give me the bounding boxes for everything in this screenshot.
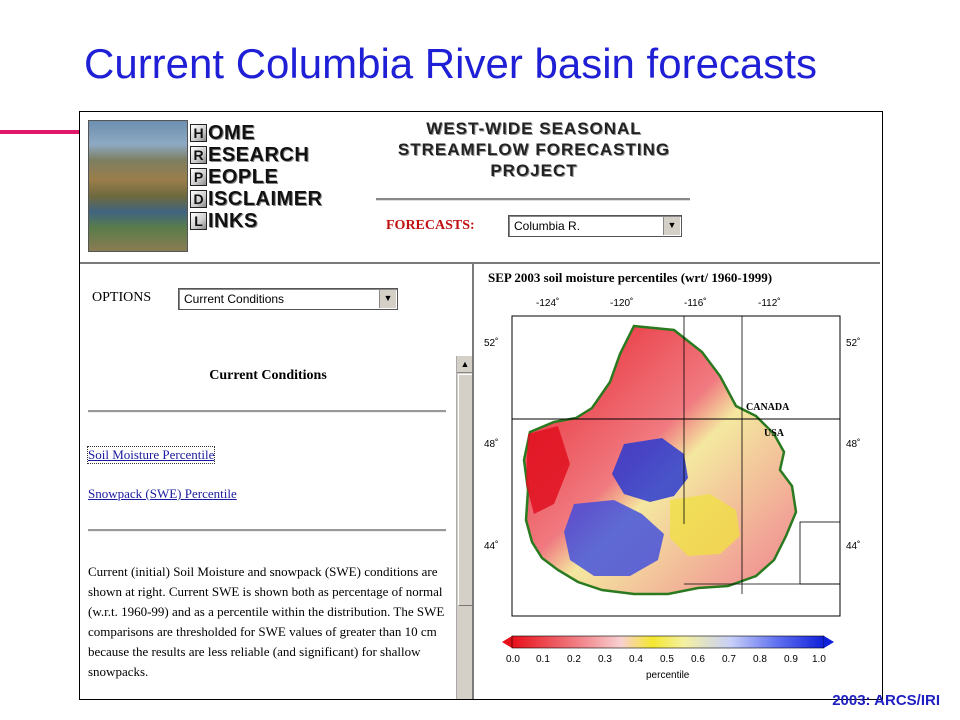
nav-links[interactable] [190,210,330,232]
project-title-line3: PROJECT [490,161,578,180]
soil-moisture-map [474,264,880,699]
options-label: OPTIONS [92,290,152,305]
colorbar-label: percentile [646,670,690,681]
lon-label: -120˚ [610,298,634,309]
nav-research[interactable] [190,144,330,166]
colorbar-tick: 0.4 [629,654,643,665]
canada-label: CANADA [746,402,790,413]
project-title-line1: WEST-WIDE SEASONAL [426,119,642,138]
colorbar-tick: 0.9 [784,654,798,665]
chevron-down-icon[interactable]: ▼ [379,290,396,308]
lat-label: 48˚ [846,439,861,450]
lat-label: 48˚ [484,439,499,450]
map-title: SEP 2003 soil moisture percentiles (wrt/ 1960-1999) [488,270,773,285]
nav-research-initial: R [190,146,207,164]
forecasts-select-value: Columbia R. [514,219,581,233]
options-select[interactable] [178,288,398,310]
usa-label: USA [764,428,785,439]
lon-label: -112˚ [758,298,781,309]
header-divider [376,198,690,201]
nav-home-label: OME [208,121,256,144]
nav-links-initial: L [190,212,207,230]
footer-credit: 2003: ARCS/IRI [832,692,940,709]
lat-label: 52˚ [846,338,861,349]
chevron-down-icon[interactable]: ▼ [663,217,680,235]
lat-label: 44˚ [846,541,861,552]
nav-disclaimer-label: ISCLAIMER [208,187,323,210]
colorbar-tick: 0.1 [536,654,550,665]
project-title-line2: STREAMFLOW FORECASTING [397,140,671,159]
colorbar-tick: 0.3 [598,654,612,665]
snowpack-link[interactable]: Snowpack (SWE) Percentile [88,486,237,501]
options-select-value: Current Conditions [184,292,285,306]
colorbar-tick: 0.8 [753,654,767,665]
scroll-up-arrow-icon[interactable]: ▲ [457,356,473,373]
current-conditions-heading: Current Conditions [209,368,327,383]
nav-disclaimer[interactable] [190,188,330,210]
colorbar-tick: 1.0 [812,654,826,665]
nav-people-initial: P [190,168,207,186]
vertical-scrollbar[interactable] [456,356,473,699]
colorbar-left-arrow [502,636,512,648]
lat-label: 52˚ [484,338,499,349]
lon-label: -124˚ [536,298,560,309]
nav-people-label: EOPLE [208,165,279,188]
forecasts-label: FORECASTS: [386,218,475,233]
nav-disclaimer-initial: D [190,190,207,208]
lat-label: 44˚ [484,541,499,552]
colorbar-tick: 0.7 [722,654,736,665]
left-frame [80,264,474,699]
site-nav [190,122,330,232]
divider [88,410,446,413]
right-frame [474,264,880,699]
soil-moisture-link[interactable]: Soil Moisture Percentile [88,447,215,462]
colorbar-tick: 0.5 [660,654,674,665]
scroll-thumb[interactable] [458,374,473,606]
slide-title: Current Columbia River basin forecasts [84,40,817,87]
description-text: Current (initial) Soil Moisture and snowpack (SWE) conditions are shown at right. Current SWE is shown both as percentage of normal (w.r.t. 1960-99) and as a percentile within the distribution. The SWE comparisons are thresholded for SWE values of greater than 10 cm because the results are less reliable (and significant) for shallow snowpacks. [88,564,445,679]
top-frame [80,112,880,264]
nav-home[interactable] [190,122,330,144]
river-photo [88,120,188,252]
colorbar [512,636,824,648]
colorbar-right-arrow [824,636,834,648]
colorbar-tick: 0.6 [691,654,705,665]
browser-screenshot [79,111,883,700]
nav-home-initial: H [190,124,207,142]
lon-label: -116˚ [684,298,707,309]
colorbar-tick: 0.0 [506,654,520,665]
colorbar-tick: 0.2 [567,654,581,665]
nav-research-label: ESEARCH [208,143,310,166]
nav-people[interactable] [190,166,330,188]
title-underline [0,130,82,134]
project-title [376,118,692,181]
forecasts-select[interactable] [508,215,682,237]
divider [88,529,446,532]
nav-links-label: INKS [208,209,258,232]
